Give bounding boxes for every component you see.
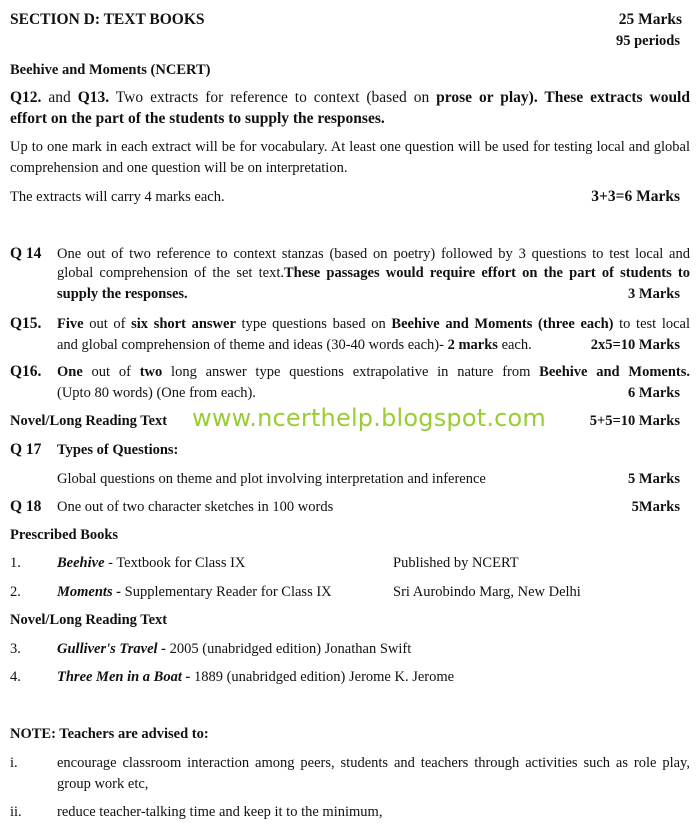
novel-item bbox=[57, 639, 411, 659]
q14-label: Q 14 bbox=[10, 245, 42, 262]
section-marks: 25 Marks bbox=[618, 11, 682, 28]
q16-line1 bbox=[57, 362, 690, 382]
extracts-marks: 3+3=6 Marks bbox=[591, 188, 680, 205]
q18-label: Q 18 bbox=[10, 498, 42, 515]
q15-line1 bbox=[57, 314, 690, 334]
text: Five bbox=[57, 316, 84, 332]
text: One bbox=[57, 364, 83, 380]
novel-heading: Novel/Long Reading Text bbox=[10, 413, 168, 429]
watermark: www.ncerthelp.blogspot.com bbox=[192, 404, 547, 432]
q14-line2 bbox=[57, 263, 690, 283]
q16-label: Q16. bbox=[10, 363, 42, 380]
q17-desc: Global questions on theme and plot involving interpretation and inference bbox=[57, 471, 486, 487]
novel-title: Three Men in a Boat - bbox=[57, 669, 191, 685]
q14-line3: supply the responses. bbox=[57, 286, 188, 302]
q17-label: Q 17 bbox=[10, 441, 42, 458]
text: out of bbox=[82, 364, 140, 380]
q14-line1: One out of two reference to context stanzas (based on poetry) followed by 3 questions to test local and bbox=[57, 246, 690, 262]
q16-marks: 6 Marks bbox=[628, 385, 680, 401]
text: 2005 (unabridged edition) Jonathan Swift bbox=[166, 641, 412, 657]
novel-num: 3. bbox=[10, 641, 21, 657]
text: prose or play). These extracts would bbox=[436, 89, 690, 106]
novels-heading: Novel/Long Reading Text bbox=[10, 612, 168, 628]
text: each. bbox=[497, 337, 532, 353]
novel-item bbox=[57, 667, 454, 687]
extracts-carry: The extracts will carry 4 marks each. bbox=[10, 189, 225, 205]
q18-desc: One out of two character sketches in 100 words bbox=[57, 499, 334, 515]
note-heading: NOTE: Teachers are advised to: bbox=[10, 726, 209, 742]
text: Beehive and Moments. bbox=[539, 364, 690, 380]
text: These passages would require effort on the part of students to bbox=[283, 265, 690, 281]
text: out of bbox=[83, 316, 132, 332]
q15-marks: 2x5=10 Marks bbox=[590, 337, 680, 353]
book-item bbox=[57, 553, 245, 573]
note-item-line2: group work etc, bbox=[57, 776, 149, 792]
text: 2 marks bbox=[447, 337, 498, 353]
q13-label: Q13. bbox=[77, 89, 110, 106]
q12-line1 bbox=[10, 88, 690, 108]
book-publisher-address: Sri Aurobindo Marg, New Delhi bbox=[393, 584, 581, 600]
text: Supplementary Reader for Class IX bbox=[121, 584, 332, 600]
text: long answer type questions extrapolative in nature from bbox=[162, 364, 540, 380]
text: six short answer bbox=[131, 316, 236, 332]
book-num: 1. bbox=[10, 555, 21, 571]
section-title: SECTION D: TEXT BOOKS bbox=[10, 11, 205, 28]
q16-line2: (Upto 80 words) (One from each). bbox=[57, 385, 256, 401]
text: and bbox=[41, 89, 78, 106]
novel-title: Gulliver's Travel - bbox=[57, 641, 166, 657]
text: - Textbook for Class IX bbox=[104, 555, 246, 571]
text: two bbox=[139, 364, 163, 380]
novel-num: 4. bbox=[10, 669, 21, 685]
q15-line2 bbox=[57, 335, 532, 355]
note-num: ii. bbox=[10, 804, 22, 820]
q12-line2: effort on the part of the students to supply the responses. bbox=[10, 110, 385, 127]
novel-marks: 5+5=10 Marks bbox=[589, 413, 680, 429]
vocab-note-line1: Up to one mark in each extract will be for vocabulary. At least one question will be used for testing local and global bbox=[10, 139, 690, 155]
note-item-line1: encourage classroom interaction among peers, students and teachers through activities such as role play, bbox=[57, 755, 690, 771]
text: global comprehension of the set text. bbox=[57, 265, 284, 281]
section-periods: 95 periods bbox=[615, 33, 680, 49]
text: type questions based on bbox=[235, 316, 392, 332]
text: Beehive and Moments (three each) bbox=[391, 316, 614, 332]
note-item-line1: reduce teacher-talking time and keep it to the minimum, bbox=[57, 804, 383, 820]
text: to test local bbox=[613, 316, 690, 332]
q17-title: Types of Questions: bbox=[57, 442, 179, 458]
q14-marks: 3 Marks bbox=[628, 286, 680, 302]
q17-marks: 5 Marks bbox=[628, 471, 680, 487]
q18-marks: 5Marks bbox=[631, 499, 680, 515]
note-num: i. bbox=[10, 755, 18, 771]
book-publisher: Published by NCERT bbox=[393, 555, 519, 571]
book-title: Moments - bbox=[57, 584, 122, 600]
book-title: Beehive bbox=[57, 555, 105, 571]
q12-label: Q12. bbox=[10, 89, 42, 106]
text: and global comprehension of theme and ideas (30-40 words each)- bbox=[57, 337, 448, 353]
q15-label: Q15. bbox=[10, 315, 42, 332]
beehive-heading: Beehive and Moments (NCERT) bbox=[10, 62, 211, 78]
book-num: 2. bbox=[10, 584, 21, 600]
text: 1889 (unabridged edition) Jerome K. Jerome bbox=[190, 669, 455, 685]
book-item bbox=[57, 582, 332, 602]
prescribed-heading: Prescribed Books bbox=[10, 527, 119, 543]
vocab-note-line2: comprehension and one question will be on interpretation. bbox=[10, 160, 348, 176]
text: Two extracts for reference to context (based on bbox=[109, 89, 437, 106]
